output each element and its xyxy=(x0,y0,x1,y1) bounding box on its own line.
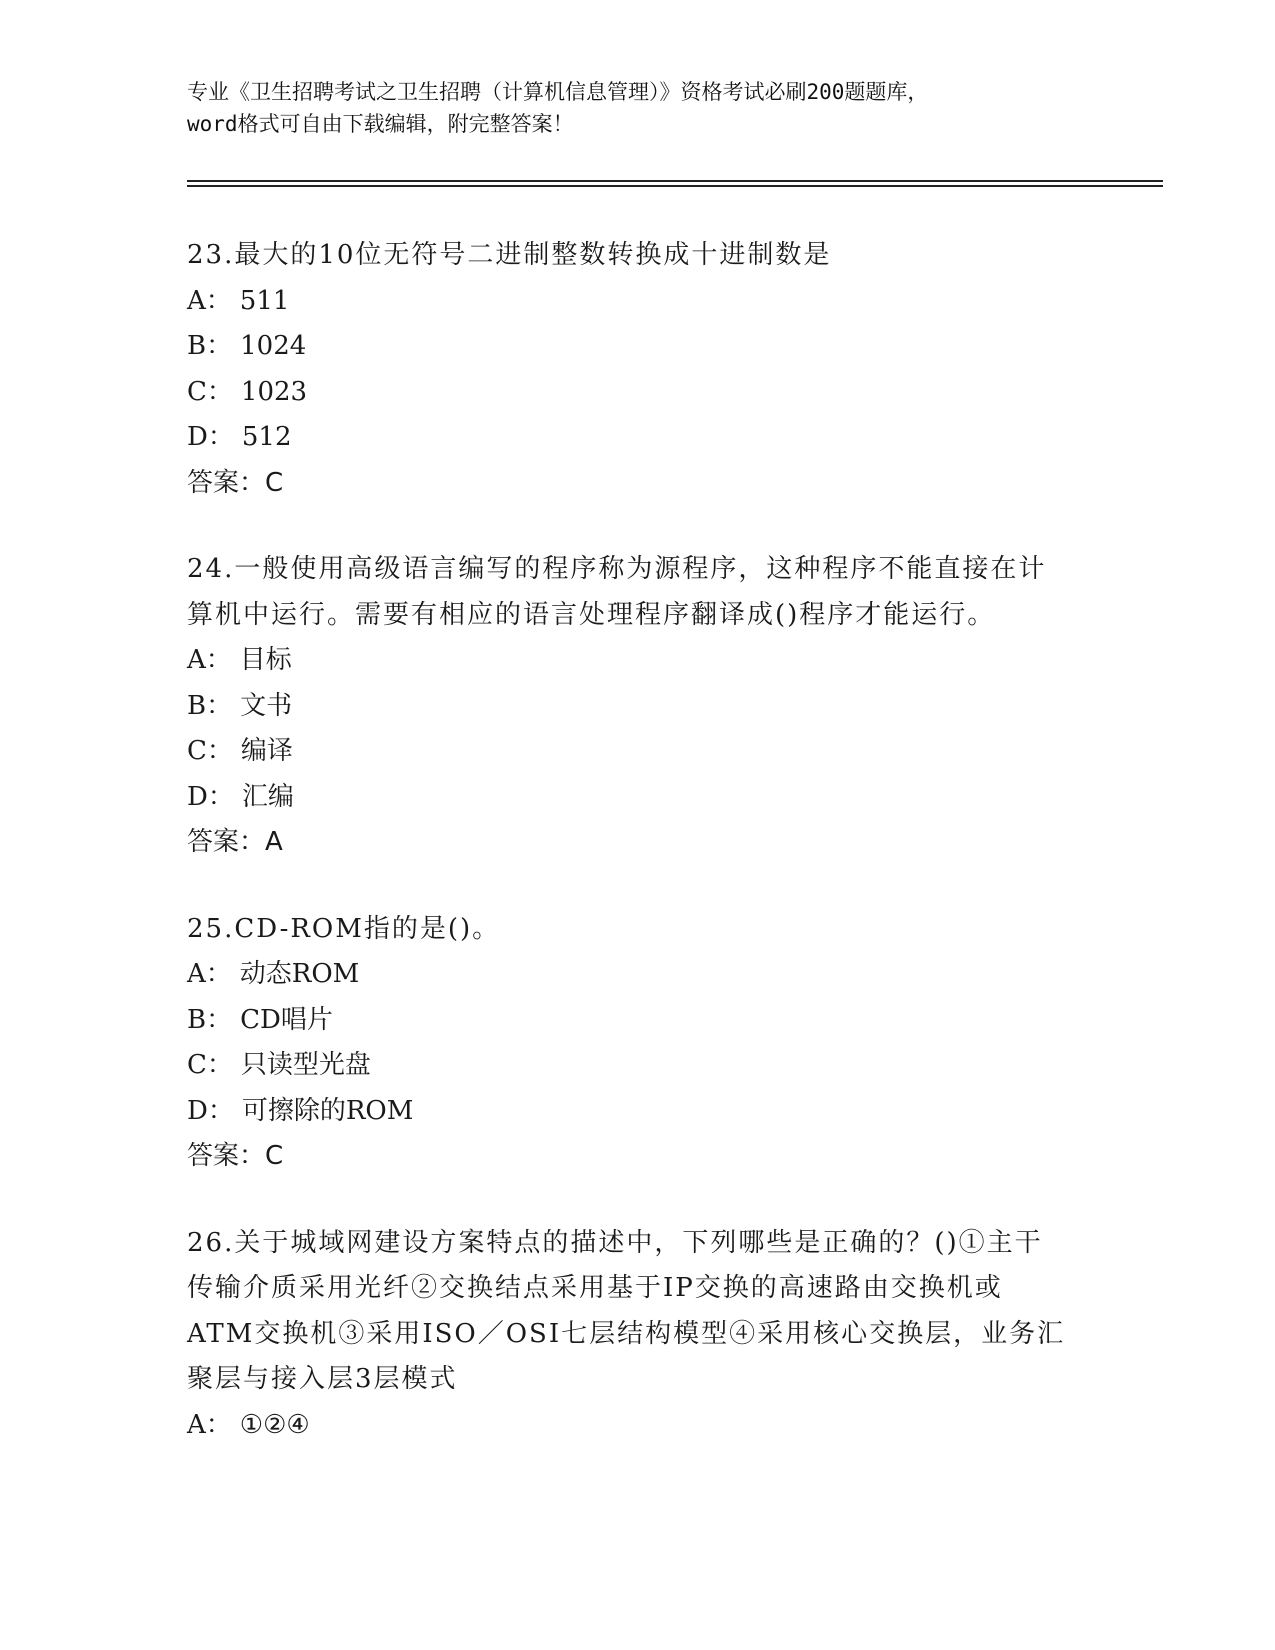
option-row xyxy=(187,684,1087,730)
answer-line: 答案：A xyxy=(187,827,283,857)
document-header xyxy=(187,76,1087,140)
option-row xyxy=(187,1403,1087,1449)
question-block xyxy=(187,547,1087,866)
option-row xyxy=(187,1089,1087,1135)
option-row xyxy=(187,1043,1087,1089)
header-divider-bottom xyxy=(187,185,1163,187)
option-text: 512 xyxy=(241,422,292,452)
option-text: 动态ROM xyxy=(239,959,360,989)
option-label: B： xyxy=(187,1004,233,1035)
answer-line: 答案：C xyxy=(187,1141,284,1171)
question-block xyxy=(187,907,1087,1180)
question-stem-line: 25.CD-ROM指的是()。 xyxy=(187,913,501,944)
question-block xyxy=(187,233,1087,506)
option-label: B： xyxy=(187,331,233,361)
question-stem-line: 传输介质采用光纤②交换结点采用基于IP交换的高速路由交换机或 xyxy=(187,1273,1003,1303)
option-label: D： xyxy=(187,781,234,812)
option-label: A： xyxy=(187,285,232,316)
option-row xyxy=(187,279,1087,325)
option-label: C： xyxy=(187,736,233,766)
option-text: 1024 xyxy=(240,331,307,361)
option-row xyxy=(187,324,1087,370)
question-stem-line: 算机中运行。需要有相应的语言处理程序翻译成()程序才能运行。 xyxy=(187,599,996,630)
option-row xyxy=(187,729,1087,775)
question-stem-line: ATM交换机③采用ISO／OSI七层结构模型④采用核心交换层，业务汇 xyxy=(187,1318,1066,1349)
answer-line: 答案：C xyxy=(187,467,284,498)
question-list xyxy=(187,233,1087,1489)
option-text: 可擦除的ROM xyxy=(241,1095,414,1126)
question-block xyxy=(187,1221,1087,1449)
option-row xyxy=(187,415,1087,461)
option-text: 汇编 xyxy=(241,781,294,812)
option-label: B： xyxy=(187,690,233,721)
option-row xyxy=(187,998,1087,1044)
option-label: A： xyxy=(187,959,232,989)
option-label: C： xyxy=(187,376,233,407)
header-line-1: 专业《卫生招聘考试之卫生招聘（计算机信息管理）》资格考试必刷200题题库， xyxy=(187,80,929,104)
option-label: A： xyxy=(187,645,232,675)
option-text: 文书 xyxy=(240,690,293,721)
header-line-2: word格式可自由下载编辑，附完整答案！ xyxy=(187,112,574,136)
option-text: 目标 xyxy=(239,645,292,675)
question-stem-line: 24.一般使用高级语言编写的程序称为源程序，这种程序不能直接在计 xyxy=(187,554,1047,584)
option-text: ①②④ xyxy=(239,1409,310,1440)
option-row xyxy=(187,370,1087,416)
option-text: CD唱片 xyxy=(240,1004,333,1035)
option-label: A： xyxy=(187,1409,232,1440)
question-stem-line: 26.关于城域网建设方案特点的描述中，下列哪些是正确的？()①主干 xyxy=(187,1227,1043,1258)
option-label: D： xyxy=(187,422,234,452)
option-text: 编译 xyxy=(240,736,293,766)
option-text: 511 xyxy=(239,285,290,316)
option-label: C： xyxy=(187,1050,233,1080)
option-row xyxy=(187,638,1087,684)
option-row xyxy=(187,952,1087,998)
option-text: 1023 xyxy=(240,376,308,407)
option-label: D： xyxy=(187,1095,234,1126)
header-divider-top xyxy=(187,180,1163,182)
question-stem-line: 聚层与接入层3层模式 xyxy=(187,1364,458,1394)
option-row xyxy=(187,775,1087,821)
question-stem-line: 23.最大的10位无符号二进制整数转换成十进制数是 xyxy=(187,240,832,270)
option-text: 只读型光盘 xyxy=(240,1050,371,1080)
